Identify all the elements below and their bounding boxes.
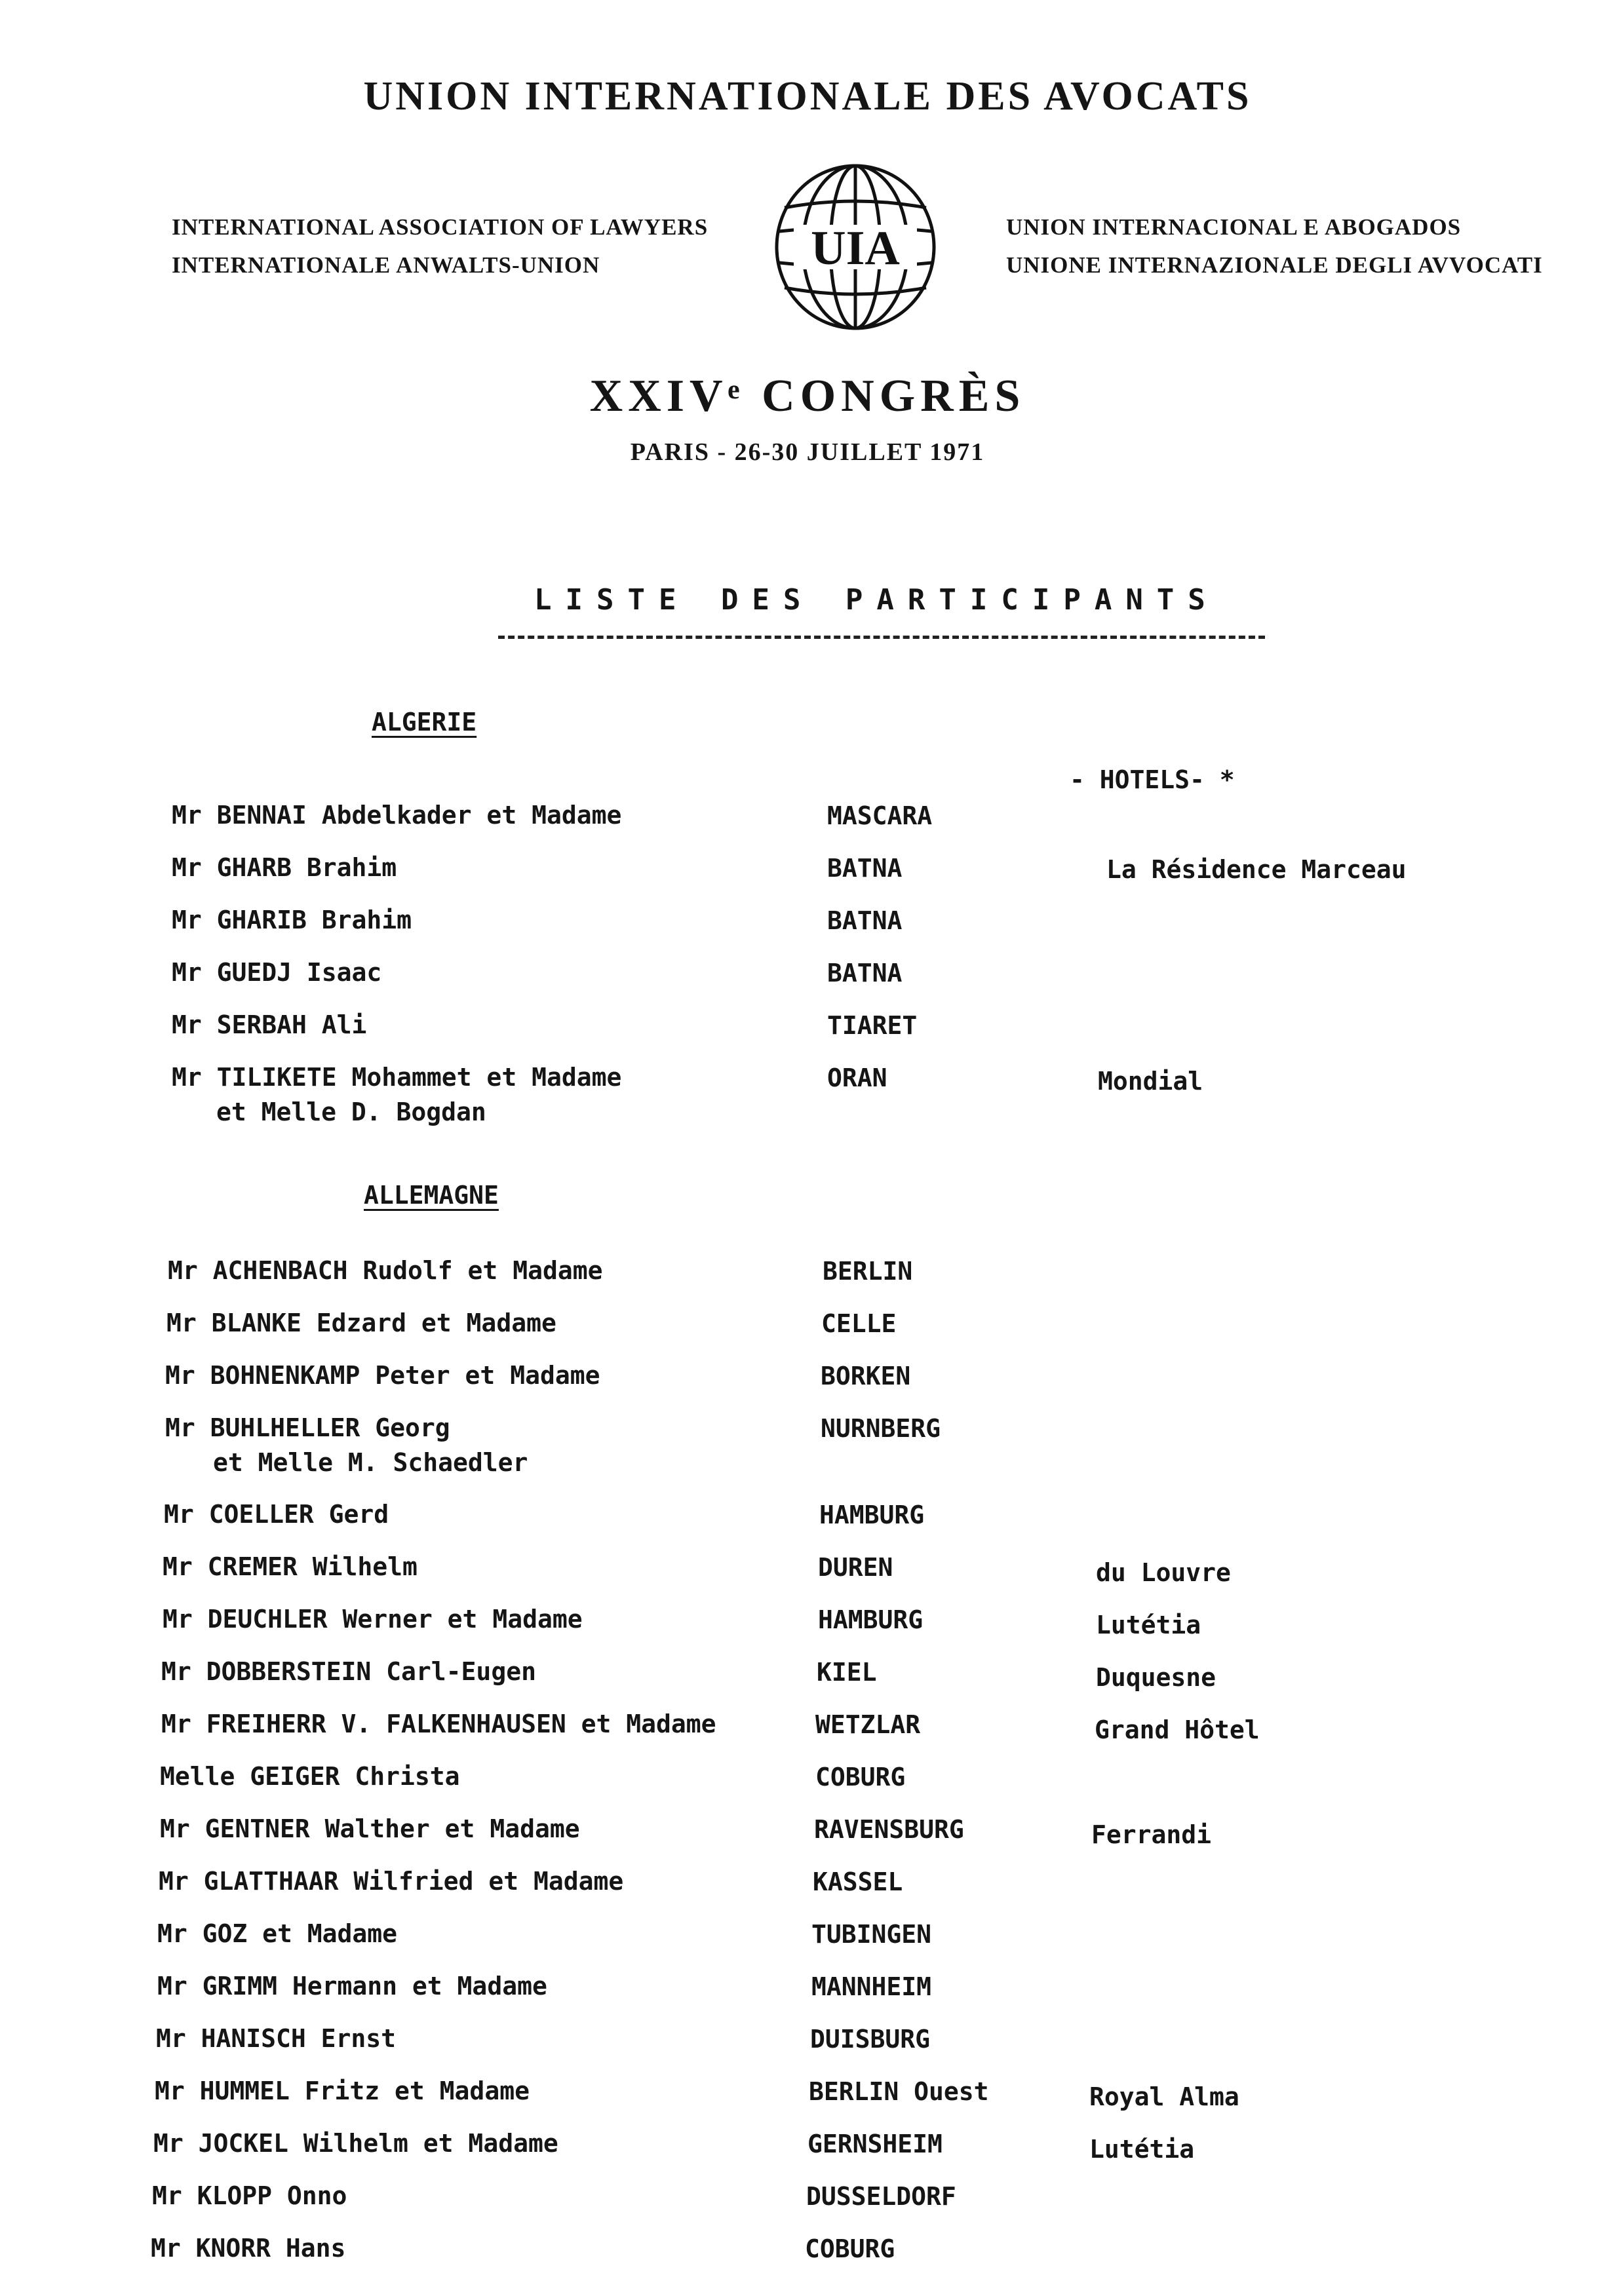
participant-city: CELLE bbox=[821, 1309, 897, 1338]
participant-name: Mr SERBAH Ali bbox=[172, 1010, 367, 1039]
participant-name: Mr GOZ et Madame bbox=[157, 1919, 398, 1948]
participant-hotel: Grand Hôtel bbox=[1095, 1715, 1260, 1744]
hotels-column-heading: - HOTELS- * bbox=[1070, 765, 1235, 794]
participant-name-continuation: et Melle D. Bogdan bbox=[216, 1098, 486, 1126]
participant-name: Mr BOHNENKAMP Peter et Madame bbox=[165, 1361, 600, 1390]
participant-name-continuation: et Melle M. Schaedler bbox=[213, 1448, 528, 1477]
participant-name: Mr GHARB Brahim bbox=[172, 853, 397, 882]
association-name-de: INTERNATIONALE ANWALTS-UNION bbox=[172, 252, 600, 278]
participant-name: Mr DOBBERSTEIN Carl-Eugen bbox=[161, 1657, 536, 1686]
participant-city: DUREN bbox=[818, 1553, 893, 1582]
country-heading: ALGERIE bbox=[372, 708, 477, 737]
participant-name: Mr GHARIB Brahim bbox=[172, 906, 412, 934]
participant-city: ORAN bbox=[827, 1063, 887, 1092]
participant-city: BERLIN bbox=[823, 1257, 913, 1286]
association-name-it: UNIONE INTERNAZIONALE DEGLI AVVOCATI bbox=[1006, 252, 1543, 278]
participant-name: Mr CREMER Wilhelm bbox=[163, 1552, 418, 1581]
participant-city: BATNA bbox=[827, 959, 903, 987]
participant-city: TUBINGEN bbox=[811, 1920, 932, 1949]
participant-name: Mr HUMMEL Fritz et Madame bbox=[155, 2076, 530, 2105]
participant-hotel: Lutétia bbox=[1089, 2135, 1195, 2164]
participant-hotel: Mondial bbox=[1098, 1067, 1203, 1096]
association-name-en: INTERNATIONAL ASSOCIATION OF LAWYERS bbox=[172, 214, 709, 240]
participant-name: Mr COELLER Gerd bbox=[164, 1500, 389, 1529]
participant-hotel: du Louvre bbox=[1096, 1558, 1231, 1587]
participant-city: COBURG bbox=[815, 1763, 906, 1791]
participant-city: BERLIN Ouest bbox=[809, 2077, 989, 2106]
list-title: LISTE DES PARTICIPANTS bbox=[534, 583, 1219, 617]
participant-hotel: La Résidence Marceau bbox=[1106, 855, 1407, 884]
participant-name: Mr JOCKEL Wilhelm et Madame bbox=[153, 2129, 558, 2158]
participant-name: Mr BUHLHELLER Georg bbox=[165, 1413, 450, 1442]
participant-city: MANNHEIM bbox=[811, 1972, 932, 2001]
association-name-es: UNION INTERNACIONAL E ABOGADOS bbox=[1006, 214, 1462, 240]
congress-place-date: PARIS - 26-30 JUILLET 1971 bbox=[630, 438, 985, 466]
participant-city: MASCARA bbox=[827, 801, 933, 830]
participant-name: Mr GENTNER Walther et Madame bbox=[160, 1814, 580, 1843]
participant-name: Mr BENNAI Abdelkader et Madame bbox=[172, 801, 622, 830]
participant-name: Mr HANISCH Ernst bbox=[156, 2024, 397, 2053]
participant-name: Mr BLANKE Edzard et Madame bbox=[166, 1309, 556, 1337]
participant-hotel: Royal Alma bbox=[1089, 2082, 1239, 2111]
country-heading: ALLEMAGNE bbox=[364, 1181, 499, 1210]
organization-title: UNION INTERNATIONALE DES AVOCATS bbox=[363, 74, 1252, 119]
participant-name: Melle GEIGER Christa bbox=[160, 1762, 460, 1791]
participant-name: Mr DEUCHLER Werner et Madame bbox=[163, 1605, 583, 1634]
participant-name: Mr FREIHERR V. FALKENHAUSEN et Madame bbox=[161, 1710, 716, 1738]
participant-name: Mr ACHENBACH Rudolf et Madame bbox=[168, 1256, 603, 1285]
participant-name: Mr GUEDJ Isaac bbox=[172, 958, 382, 987]
participant-city: DUISBURG bbox=[810, 2025, 931, 2054]
participant-name: Mr KNORR Hans bbox=[151, 2234, 346, 2263]
congress-title: XXIVᵉ CONGRÈS bbox=[589, 371, 1026, 421]
participant-city: DUSSELDORF bbox=[806, 2182, 956, 2211]
participant-city: BATNA bbox=[827, 854, 903, 883]
participant-name: Mr TILIKETE Mohammet et Madame bbox=[172, 1063, 622, 1092]
participant-name: Mr GLATTHAAR Wilfried et Madame bbox=[159, 1867, 624, 1896]
association-names-left bbox=[172, 208, 708, 284]
participant-name: Mr GRIMM Hermann et Madame bbox=[157, 1972, 547, 2000]
participant-city: BATNA bbox=[827, 906, 903, 935]
logo-text: UIA bbox=[811, 221, 900, 275]
participant-city: WETZLAR bbox=[815, 1710, 921, 1739]
participant-name: Mr KLOPP Onno bbox=[152, 2181, 347, 2210]
participant-hotel: Ferrandi bbox=[1091, 1820, 1212, 1849]
association-names-right bbox=[1006, 208, 1543, 284]
participant-city: TIARET bbox=[827, 1011, 918, 1040]
participant-city: KASSEL bbox=[813, 1867, 903, 1896]
uia-globe-logo-icon bbox=[770, 161, 941, 334]
participant-city: HAMBURG bbox=[818, 1605, 924, 1634]
participant-city: NURNBERG bbox=[821, 1414, 941, 1443]
participant-city: COBURG bbox=[805, 2234, 895, 2263]
participant-hotel: Duquesne bbox=[1096, 1663, 1216, 1692]
title-divider bbox=[498, 636, 1265, 642]
participant-hotel: Lutétia bbox=[1096, 1611, 1201, 1639]
participant-city: GERNSHEIM bbox=[808, 2130, 943, 2158]
participant-city: HAMBURG bbox=[819, 1501, 925, 1529]
participant-city: RAVENSBURG bbox=[814, 1815, 964, 1844]
participant-city: BORKEN bbox=[821, 1362, 911, 1390]
participant-city: KIEL bbox=[817, 1658, 877, 1687]
